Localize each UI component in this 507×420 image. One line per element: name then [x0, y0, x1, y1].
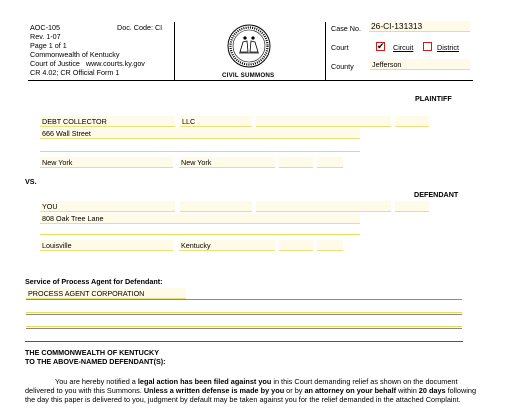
- plaintiff-name-extra-field-2[interactable]: [395, 116, 429, 127]
- plaintiff-name-suffix-field[interactable]: LLC: [180, 116, 252, 127]
- notice-text-b: legal action has been filed against you: [137, 377, 272, 386]
- notice-text-c: in this Court demanding relief as shown on the document delivered to you with this Summons.: [25, 377, 458, 396]
- section-divider: [25, 341, 463, 342]
- plaintiff-name-field[interactable]: DEBT COLLECTOR: [40, 116, 175, 127]
- service-line-3b: [26, 328, 462, 329]
- county-label: County: [331, 62, 354, 71]
- notice-text-h: 20 days: [418, 386, 446, 396]
- case-number-label: Case No.: [331, 24, 361, 33]
- service-agent-field[interactable]: PROCESS AGENT CORPORATION: [26, 288, 186, 299]
- kentucky-seal-icon: [227, 24, 271, 68]
- plaintiff-address-field[interactable]: 666 Wall Street: [40, 128, 360, 139]
- case-number-field[interactable]: 26-CI-131313: [369, 21, 470, 32]
- notice-text-g: within: [396, 386, 419, 396]
- service-line-1: [26, 299, 462, 300]
- defendant-zip-field[interactable]: [279, 240, 313, 251]
- commonwealth-label: Commonwealth of Kentucky: [30, 50, 120, 59]
- plaintiff-zip-ext-field[interactable]: [317, 157, 343, 168]
- defendant-name-field[interactable]: YOU: [40, 201, 175, 212]
- defendant-heading: DEFENDANT: [414, 190, 459, 199]
- district-label: District: [437, 43, 459, 52]
- doc-code: Doc. Code: CI: [117, 23, 163, 32]
- notice-text-f: an attorney on your behalf: [304, 386, 397, 396]
- form-number: AOC-105: [30, 23, 60, 32]
- service-line-2b: [26, 314, 462, 315]
- plaintiff-state-field[interactable]: New York: [179, 157, 275, 168]
- defendant-name-extra-field-2[interactable]: [395, 201, 429, 212]
- defendant-name-suffix-field[interactable]: [180, 201, 252, 212]
- defendant-zip-ext-field[interactable]: [317, 240, 343, 251]
- plaintiff-name-extra-field[interactable]: [256, 116, 391, 127]
- header-divider-right: [325, 22, 326, 81]
- circuit-label: Circuit: [393, 43, 414, 52]
- notice-paragraph: [25, 377, 477, 405]
- plaintiff-address-line-2: [40, 151, 360, 152]
- header-bottom-rule: [28, 80, 473, 81]
- versus-label: VS.: [25, 177, 37, 186]
- defendant-name-extra-field[interactable]: [256, 201, 391, 212]
- defendant-state-field[interactable]: Kentucky: [179, 240, 275, 251]
- rule-reference: CR 4.02; CR Official Form 1: [30, 68, 120, 77]
- revision: Rev. 1-07: [30, 32, 61, 41]
- plaintiff-heading: PLAINTIFF: [415, 94, 452, 103]
- service-agent-heading: Service of Process Agent for Defendant:: [25, 277, 163, 286]
- service-line-3: [26, 326, 462, 327]
- defendant-address-field[interactable]: 808 Oak Tree Lane: [40, 213, 360, 224]
- header-divider-left: [174, 22, 175, 81]
- notice-heading-1: THE COMMONWEALTH OF KENTUCKY: [25, 348, 160, 357]
- notice-heading-2: TO THE ABOVE-NAMED DEFENDANT(S):: [25, 357, 166, 366]
- form-title: CIVIL SUMMONS: [222, 72, 275, 79]
- plaintiff-zip-field[interactable]: [279, 157, 313, 168]
- page-number: Page 1 of 1: [30, 41, 67, 50]
- notice-text-e: or by: [284, 386, 305, 396]
- circuit-checkbox[interactable]: [376, 42, 385, 51]
- plaintiff-city-field[interactable]: New York: [40, 157, 173, 168]
- notice-text-i: following the day this paper is delivered to you, judgment by default may be taken against you for the relief demanded in the attached Complaint.: [25, 386, 476, 405]
- service-line-2: [26, 312, 462, 313]
- notice-text-a: You are hereby notified a: [55, 377, 138, 386]
- defendant-address-line-2: [40, 234, 360, 235]
- checkmark-icon: ✔: [377, 41, 385, 51]
- court-of-justice-line: Court of Justice www.courts.ky.gov: [30, 59, 145, 68]
- defendant-city-field[interactable]: Louisville: [40, 240, 173, 251]
- district-checkbox[interactable]: [423, 42, 432, 51]
- county-field[interactable]: Jefferson: [370, 59, 470, 70]
- notice-text-d: Unless a written defense is made by you: [143, 386, 285, 396]
- court-label: Court: [331, 43, 349, 52]
